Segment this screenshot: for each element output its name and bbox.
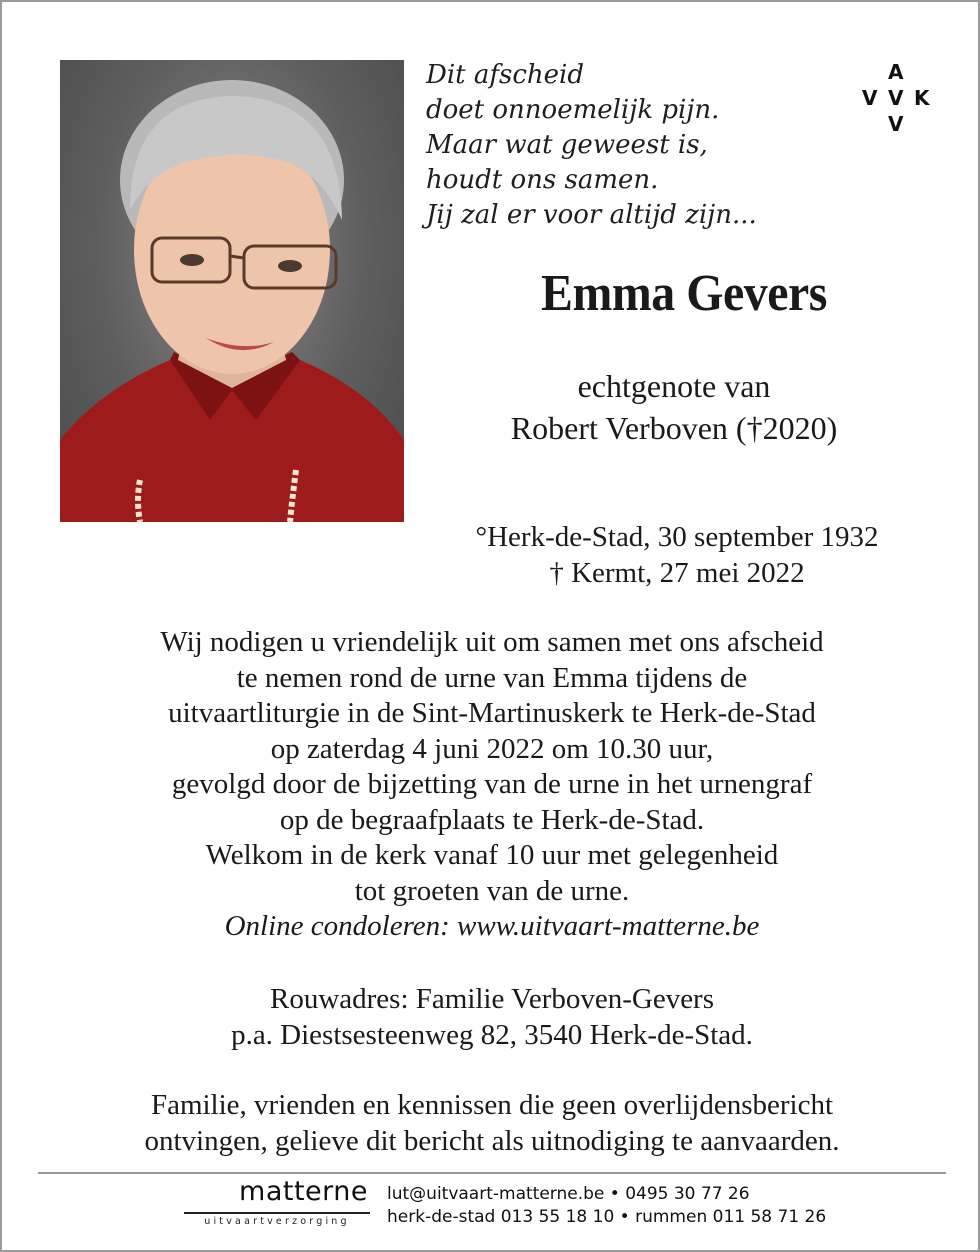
brand-subtitle: uitvaartverzorging (204, 1216, 350, 1227)
brand-name: matterne (239, 1176, 368, 1207)
mourning-address (42, 982, 942, 1053)
death-info: † Kermt, 27 mei 2022 (549, 557, 805, 589)
matterne-logo (184, 1176, 370, 1232)
announcement-line: uitvaartliturgie in de Sint-Martinuskerk te Herk-de-Stad (168, 697, 816, 729)
address-line: Rouwadres: Familie Verboven-Gevers (269, 983, 715, 1015)
deceased-name: Emma Gevers (541, 265, 827, 322)
logo-letter-bottom: V (888, 112, 904, 136)
logo-letter-left: V (862, 86, 878, 110)
closing-line: ontvingen, gelieve dit bericht als uitnodiging te aanvaarden. (144, 1124, 840, 1157)
avvk-logo (858, 60, 938, 136)
poem (426, 58, 826, 233)
closing-note (42, 1088, 942, 1159)
contact-line: lut@uitvaart-matterne.be • 0495 30 77 26 (387, 1184, 750, 1204)
announcement-line: op zaterdag 4 juni 2022 om 10.30 uur, (270, 732, 714, 765)
poem-line: Maar wat geweest is, (426, 130, 708, 160)
poem-line: doet onnoemelijk pijn. (426, 95, 720, 125)
relation-label: echtgenote van (577, 368, 771, 404)
announcement-line: Wij nodigen u vriendelijk uit om samen met ons afscheid (160, 626, 824, 658)
spouse-name: Robert Verboven (†2020) (510, 410, 838, 446)
poem-line: Dit afscheid (426, 60, 584, 90)
poem-line: houdt ons samen. (426, 165, 659, 195)
logo-letter-top: A (888, 60, 904, 84)
logo-letter-middle: V (888, 86, 904, 110)
closing-line: Familie, vrienden en kennissen die geen overlijdensbericht (150, 1089, 834, 1121)
announcement-line: gevolgd door de bijzetting van de urne in het urnengraf (171, 768, 813, 800)
footer-divider (38, 1172, 946, 1174)
portrait-photo (60, 60, 404, 522)
poem-line: Jij zal er voor altijd zijn... (426, 200, 757, 230)
announcement-text (42, 625, 942, 945)
contact-line: herk-de-stad 013 55 18 10 • rummen 011 58 71 26 (387, 1207, 827, 1227)
brand-underline (184, 1212, 370, 1214)
announcement-line: op de begraafplaats te Herk-de-Stad. (279, 803, 705, 836)
announcement-line: Welkom in de kerk vanaf 10 uur met gelegenheid (205, 839, 779, 871)
portrait-illustration (60, 60, 404, 522)
address-line: p.a. Diestsesteenweg 82, 3540 Herk-de-Stad. (231, 1018, 753, 1051)
birth-info: °Herk-de-Stad, 30 september 1932 (475, 521, 879, 553)
announcement-line: te nemen rond de urne van Emma tijdens de (236, 661, 748, 694)
announcement-line: tot groeten van de urne. (354, 874, 630, 907)
logo-letter-right: K (914, 86, 930, 110)
footer-contact (387, 1183, 826, 1229)
online-condolence-link[interactable]: Online condoleren: www.uitvaart-matterne.be (224, 910, 760, 942)
